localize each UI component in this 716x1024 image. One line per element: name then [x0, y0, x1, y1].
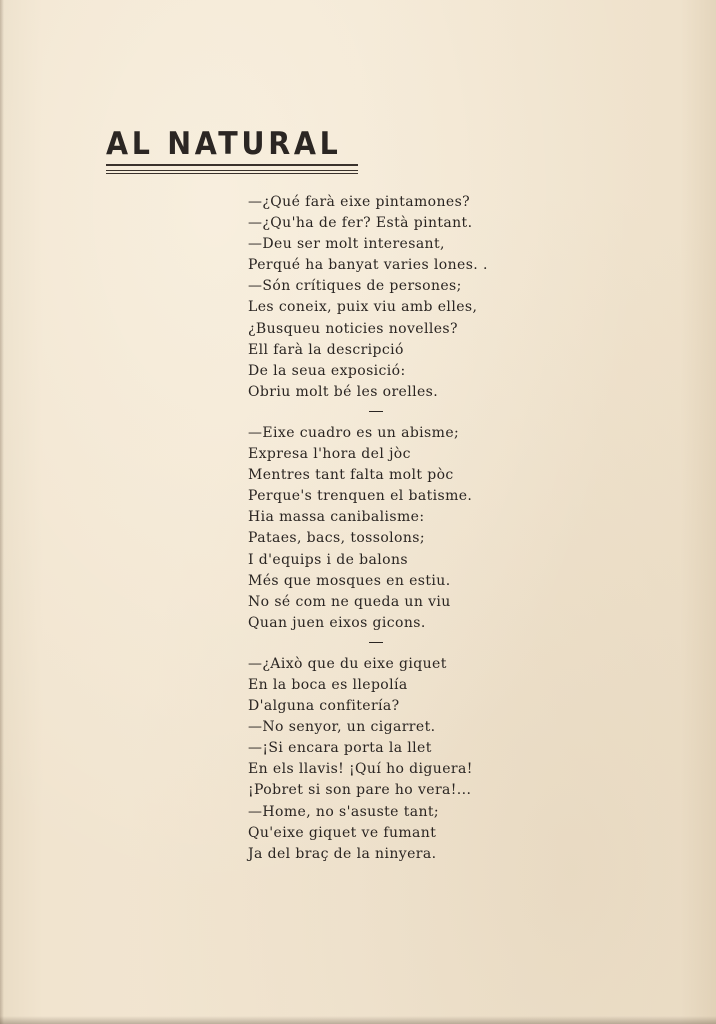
- poem-line: —No senyor, un cigarret.: [248, 719, 436, 736]
- poem-line: Perque's trenquen el batisme.: [248, 488, 473, 505]
- page-bottom-edge: [0, 1016, 716, 1024]
- stanza-2: [248, 423, 508, 634]
- poem-line: —Eixe cuadro es un abisme;: [248, 424, 460, 441]
- poem-line: I d'equips i de balons: [248, 551, 408, 568]
- poem-line: De la seua exposició:: [248, 362, 406, 379]
- title-underline-thin-2: [106, 173, 358, 174]
- poem-line: D'alguna confitería?: [248, 698, 400, 715]
- stanza-divider: [369, 411, 383, 412]
- poem-line: Obriu molt bé les orelles.: [248, 383, 439, 400]
- poem-line: Ja del braç de la ninyera.: [248, 845, 437, 862]
- poem-line: Mentres tant falta molt pòc: [248, 467, 454, 484]
- poem-line: —¿Això que du eixe giquet: [248, 655, 447, 672]
- stanza-divider: [369, 642, 383, 643]
- poem-line: Les coneix, puix viu amb elles,: [248, 299, 478, 316]
- stanza-1: [248, 192, 508, 403]
- poem-line: —¿Qu'ha de fer? Està pintant.: [248, 215, 473, 232]
- poem-line: Hia massa canibalisme:: [248, 509, 425, 526]
- stanza-3: [248, 654, 508, 865]
- poem-line: No sé com ne queda un viu: [248, 593, 451, 610]
- poem-line: —Són crítiques de persones;: [248, 278, 462, 295]
- poem-line: Ell farà la descripció: [248, 341, 404, 358]
- poem-title: AL NATURAL: [106, 126, 342, 162]
- poem-line: Pataes, bacs, tossolons;: [248, 530, 425, 547]
- title-underline-thick: [106, 164, 358, 168]
- title-block: [106, 126, 358, 174]
- poem-line: En els llavis! ¡Quí ho diguera!: [248, 761, 473, 778]
- poem-line: Expresa l'hora del jòc: [248, 446, 411, 463]
- title-underline-thin: [106, 170, 358, 171]
- poem-line: —¿Qué farà eixe pintamones?: [248, 194, 471, 210]
- poem-line: Més que mosques en estiu.: [248, 572, 451, 589]
- poem-line: —Home, no s'asuste tant;: [248, 803, 440, 820]
- page-left-edge: [0, 0, 4, 1024]
- poem-line: En la boca es llepolía: [248, 676, 408, 693]
- poem-line: Qu'eixe giquet ve fumant: [248, 824, 437, 841]
- poem-line: Perqué ha banyat varies lones. .: [248, 257, 488, 274]
- poem-line: ¿Busqueu noticies novelles?: [248, 320, 458, 337]
- poem-line: ¡Pobret si son pare ho vera!...: [248, 782, 472, 799]
- poem-line: —¡Si encara porta la llet: [248, 740, 432, 757]
- poem-line: Quan juen eixos gicons.: [248, 614, 426, 631]
- poem-line: —Deu ser molt interesant,: [248, 236, 445, 253]
- poem-body: [248, 192, 508, 865]
